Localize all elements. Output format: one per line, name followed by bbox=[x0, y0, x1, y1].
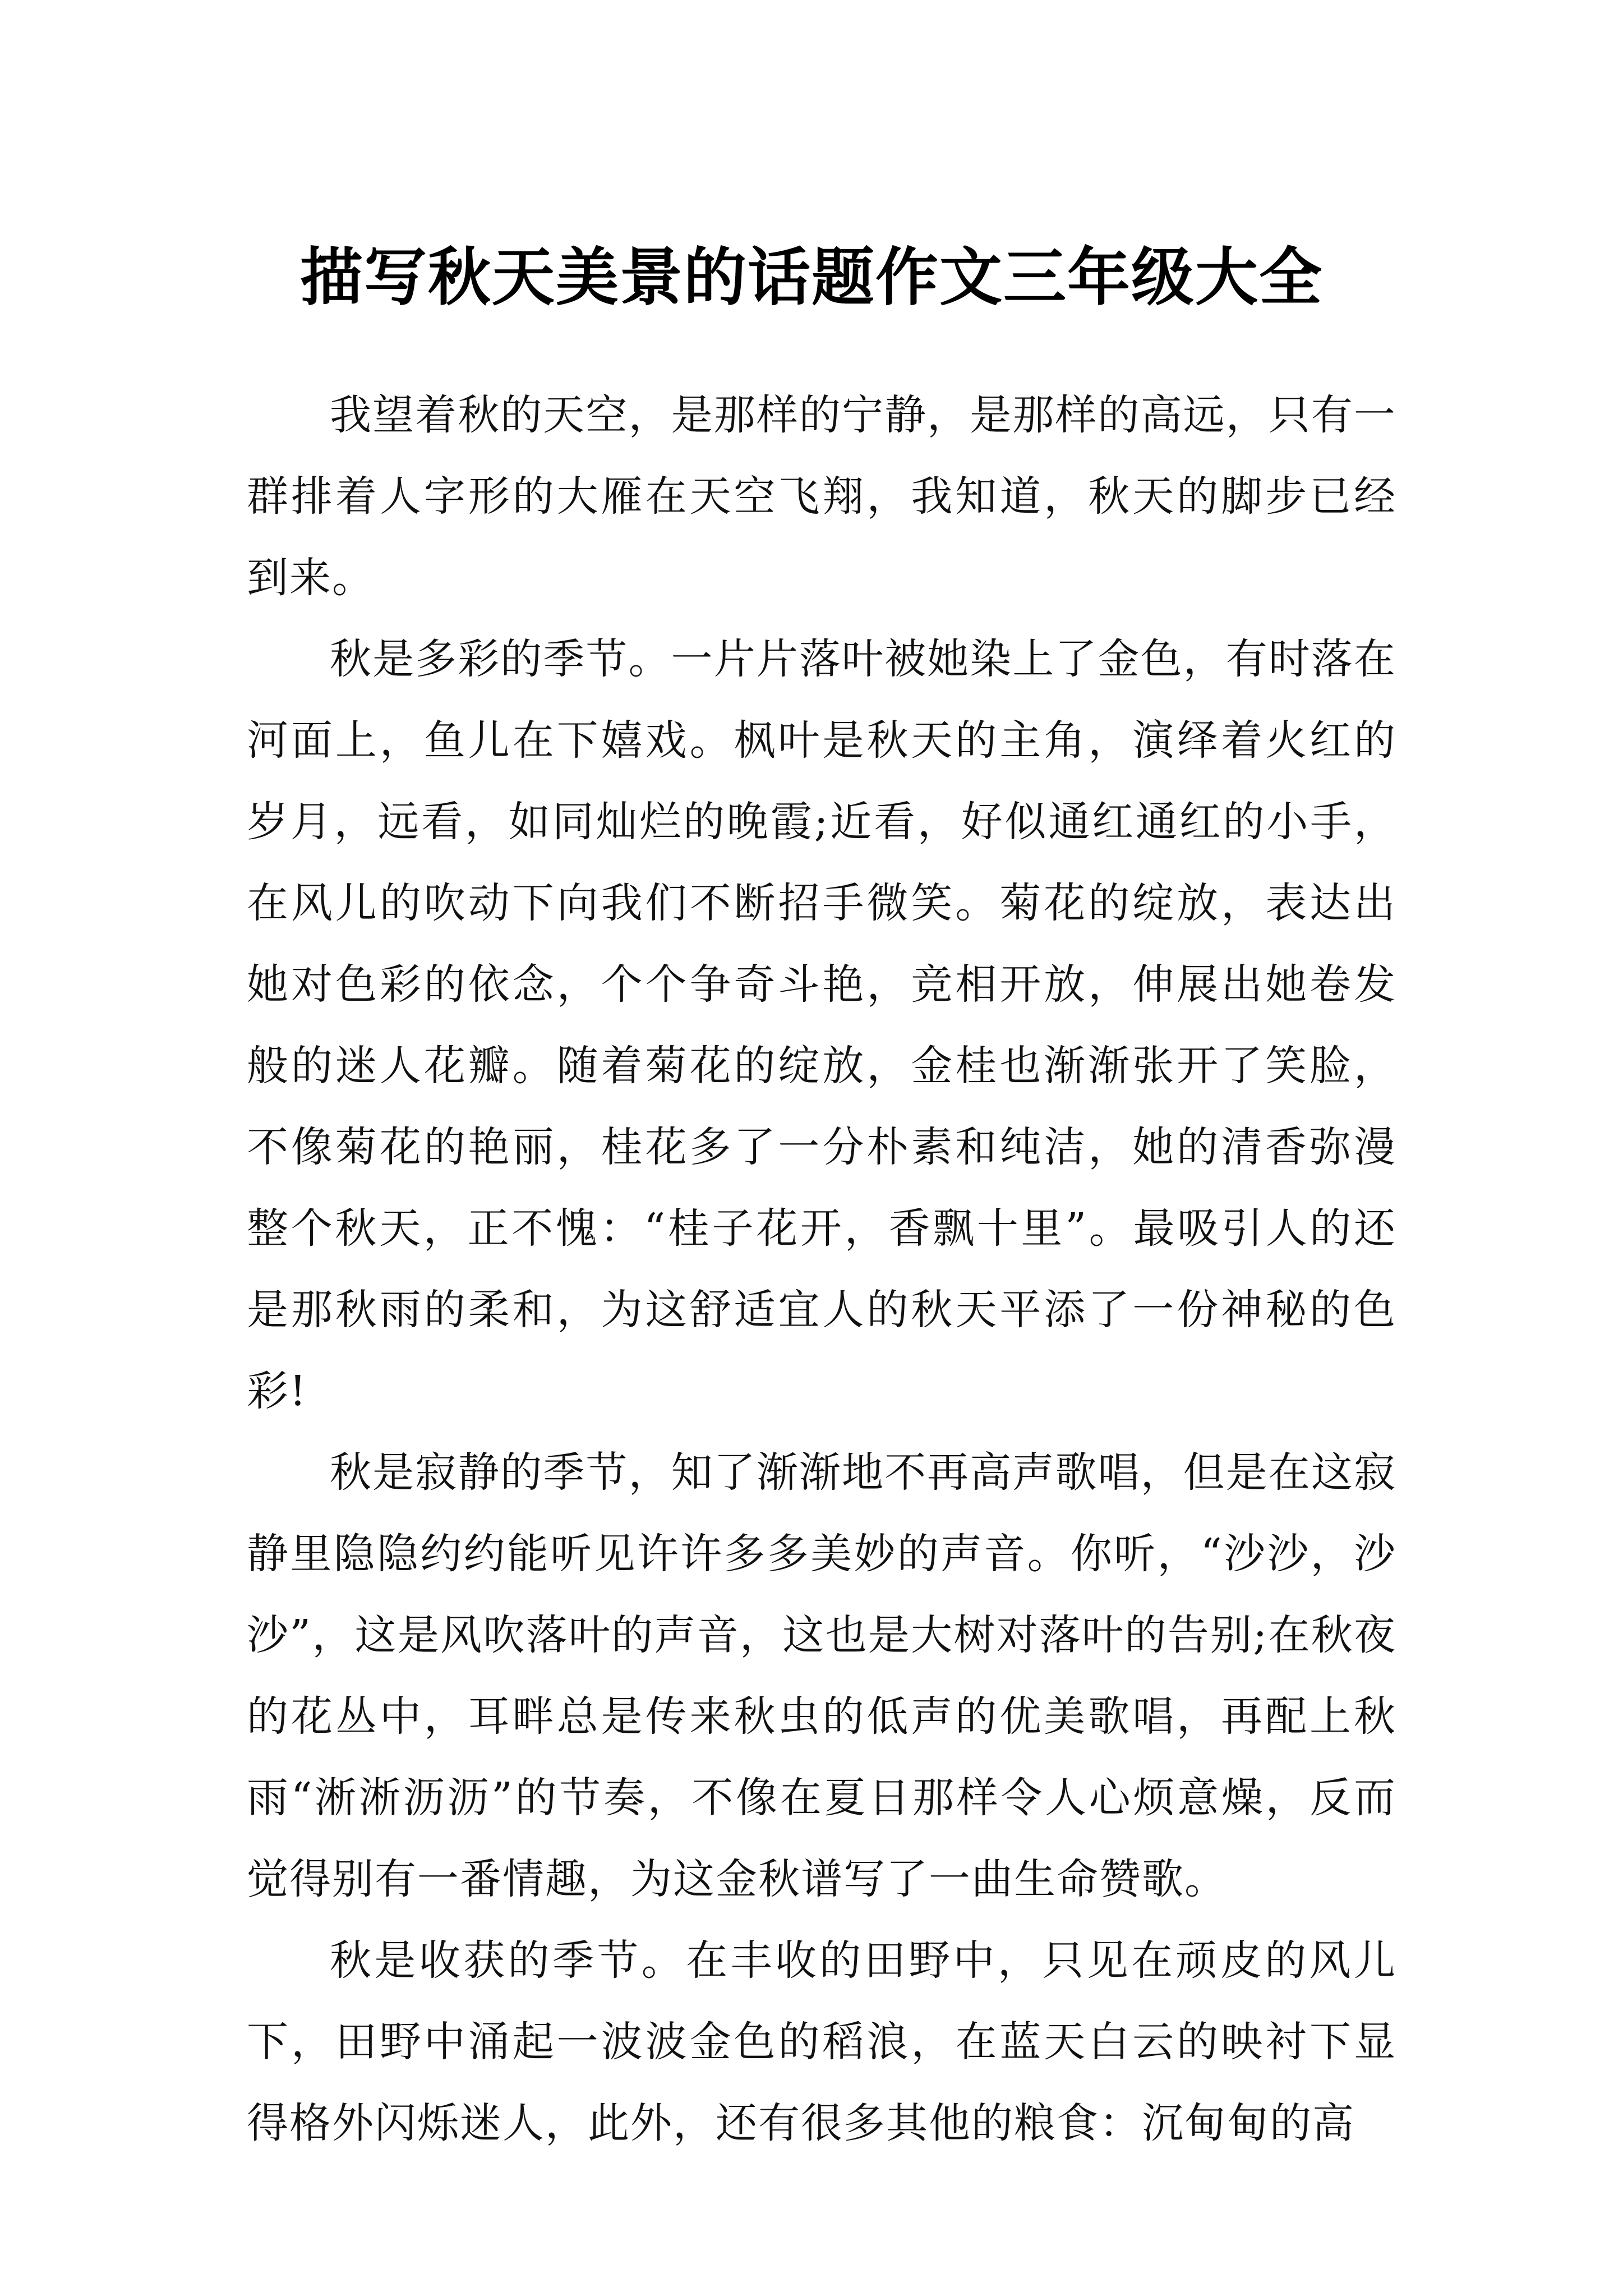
paragraph-2: 秋是多彩的季节。一片片落叶被她染上了金色，有时落在河面上，鱼儿在下嬉戏。枫叶是秋天的主角，演绎着火红的岁月，远看，如同灿烂的晚霞;近看，好似通红通红的小手，在风儿的吹动下向我们不断招手微笑。菊花的绽放，表达出她对色彩的依念，个个争奇斗艳，竞相开放，伸展出她卷发般的迷人花瓣。随着菊花的绽放，金桂也渐渐张开了笑脸，不像菊花的艳丽，桂花多了一分朴素和纯洁，她的清香弥漫整个秋天，正不愧：“桂子花开，香飘十里”。最吸引人的还是那秋雨的柔和，为这舒适宜人的秋天平添了一份神秘的色彩! bbox=[247, 635, 1396, 1415]
paragraph-1: 我望着秋的天空，是那样的宁静，是那样的高远，只有一群排着人字形的大雁在天空飞翔，我知道，秋天的脚步已经到来。 bbox=[247, 391, 1396, 602]
document-body bbox=[247, 375, 1396, 2164]
paragraph-4: 秋是收获的季节。在丰收的田野中，只见在顽皮的风儿下，田野中涌起一波波金色的稻浪，在蓝天白云的映衬下显得格外闪烁迷人，此外，还有很多其他的粮食：沉甸甸的高 bbox=[247, 1936, 1396, 2147]
document-title: 描写秋天美景的话题作文三年级大全 bbox=[300, 241, 1323, 315]
paragraph-3: 秋是寂静的季节，知了渐渐地不再高声歌唱，但是在这寂静里隐隐约约能听见许许多多美妙的声音。你听，“沙沙，沙沙”，这是风吹落叶的声音，这也是大树对落叶的告别;在秋夜的花丛中，耳畔总是传来秋虫的低声的优美歌唱，再配上秋雨“淅淅沥沥”的节奏，不像在夏日那样令人心烦意燥，反而觉得别有一番情趣，为这金秋谱写了一曲生命赞歌。 bbox=[247, 1448, 1396, 1903]
